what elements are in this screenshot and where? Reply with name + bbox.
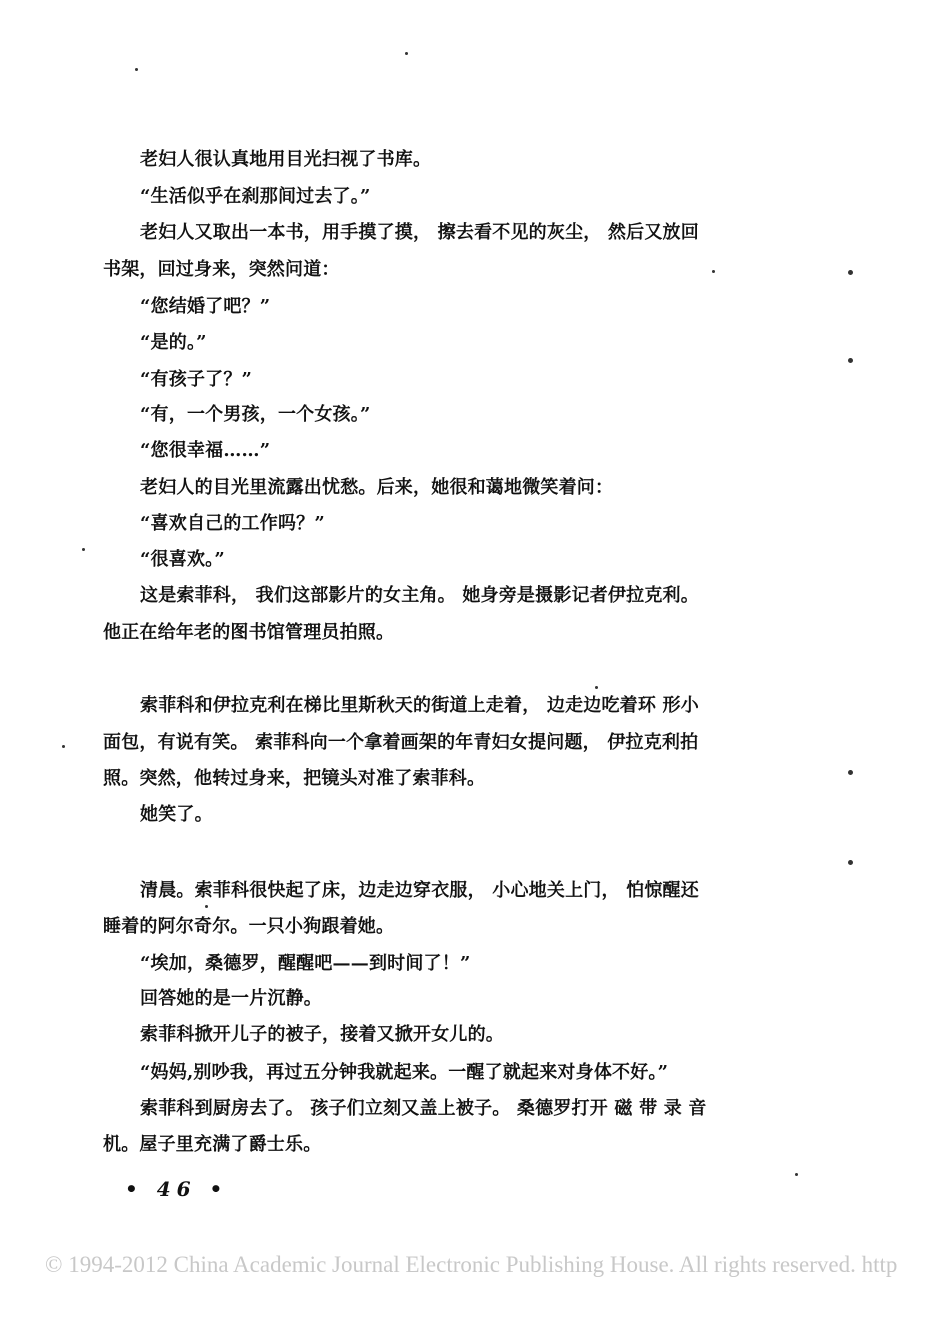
scan-speck [848,358,853,363]
paragraph-line: “很喜欢。” [140,549,225,570]
paragraph-line: “是的。” [140,332,207,353]
scan-speck [712,270,715,273]
paragraph-line: 照。突然，他转过身来，把镜头对准了索菲科。 [103,768,486,789]
paragraph-line: 老妇人又取出一本书，用手摸了摸， 擦去看不见的灰尘， 然后又放回 [140,222,699,243]
paragraph-line: 清晨。索菲科很快起了床，边走边穿衣服， 小心地关上门， 怕惊醒还 [140,880,699,901]
scan-speck [205,905,208,908]
paragraph-line: 面包，有说有笑。 索菲科向一个拿着画架的年青妇女提问题， 伊拉克利拍 [103,732,699,753]
paragraph-line: 索菲科到厨房去了。 孩子们立刻又盖上被子。 桑德罗打开 磁 带 录 音 [140,1098,707,1119]
scan-speck [82,548,85,551]
scan-speck [848,270,853,275]
paragraph-line: 他正在给年老的图书馆管理员拍照。 [103,622,395,643]
page-number: • 46 • [125,1177,229,1201]
scan-speck [405,52,408,55]
paragraph-line: 这是索菲科， 我们这部影片的女主角。 她身旁是摄影记者伊拉克利。 [140,585,699,606]
paragraph-line: “生活似乎在刹那间过去了。” [140,186,371,207]
paragraph-line: “您结婚了吧？” [140,296,271,317]
scan-speck [62,745,65,748]
scan-speck [135,68,138,71]
scan-speck [848,860,853,865]
paragraph-line: 机。屋子里充满了爵士乐。 [103,1134,322,1155]
paragraph-line: 索菲科掀开儿子的被子，接着又掀开女儿的。 [140,1024,504,1045]
paragraph-line: 老妇人的目光里流露出忧愁。后来，她很和蔼地微笑着问： [140,477,614,498]
scan-speck [795,1173,798,1176]
paragraph-line: “有，一个男孩，一个女孩。” [140,404,371,425]
copyright-footer: © 1994-2012 China Academic Journal Electronic Publishing House. All rights reserved. http [45,1252,898,1277]
paragraph-line: 书架，回过身来，突然问道： [103,259,340,280]
paragraph-line: 索菲科和伊拉克利在梯比里斯秋天的街道上走着， 边走边吃着环 形小 [140,695,699,716]
paragraph-line: “埃加，桑德罗，醒醒吧——到时间了！” [140,953,471,974]
paragraph-line: 老妇人很认真地用目光扫视了书库。 [140,149,432,170]
paragraph-line: 回答她的是一片沉静。 [140,988,322,1009]
paragraph-line: “有孩子了？” [140,369,253,390]
paragraph-line: “喜欢自己的工作吗？” [140,513,325,534]
paragraph-line: “您很幸福……” [140,440,271,461]
paragraph-line: 她笑了。 [140,804,213,825]
paragraph-line: 睡着的阿尔奇尔。一只小狗跟着她。 [103,916,395,937]
scan-speck [848,770,853,775]
paragraph-line: “妈妈,别吵我，再过五分钟我就起来。一醒了就起来对身体不好。” [140,1062,669,1083]
scan-speck [595,686,598,689]
